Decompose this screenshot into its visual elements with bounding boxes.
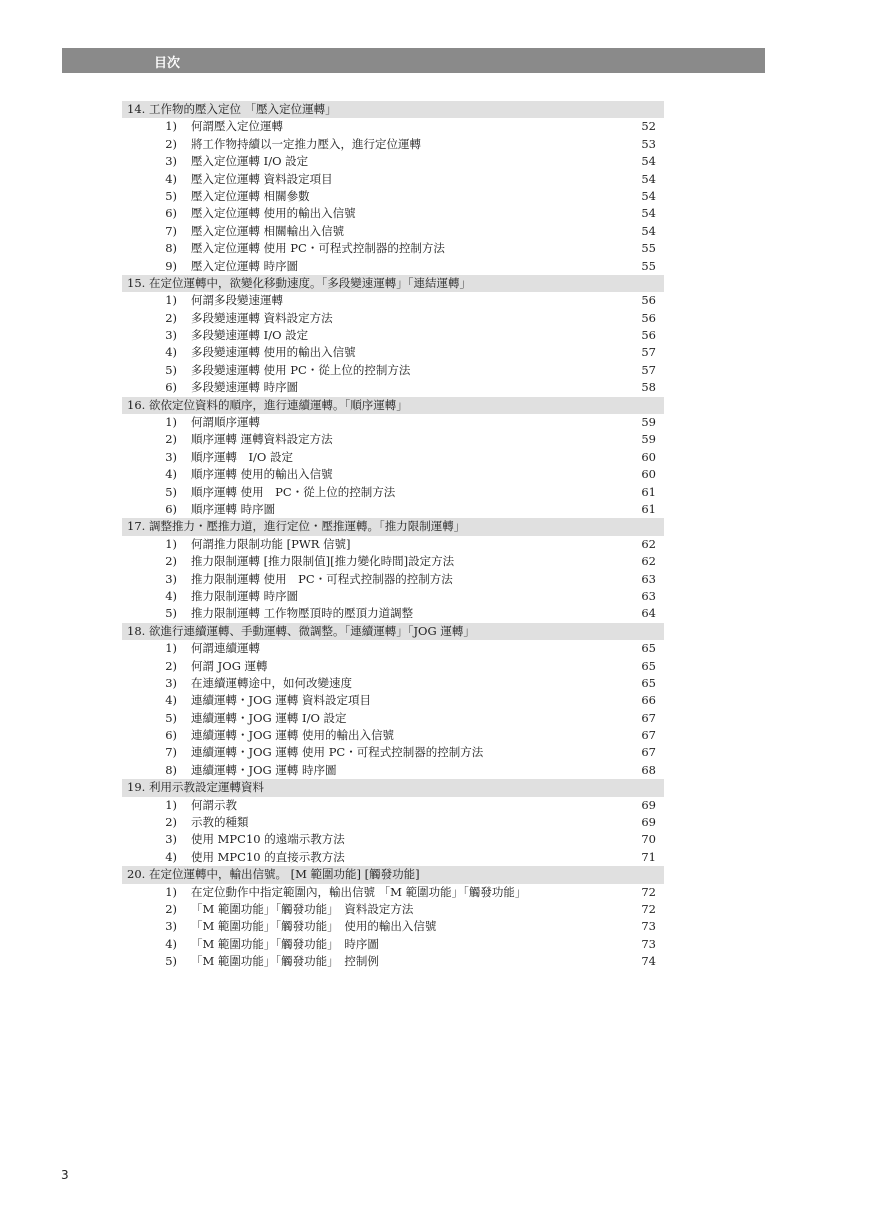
toc-entry-text: 何謂示教: [191, 797, 237, 812]
toc-entry-text: 多段變速運轉 使用 PC・從上位的控制方法: [191, 362, 411, 377]
toc-entry-page: 69: [641, 797, 656, 812]
toc-entry-number: 3): [165, 832, 177, 847]
toc-entry-number: 1): [165, 884, 177, 899]
toc-entry-page: 65: [641, 675, 656, 690]
toc-entry[interactable]: [122, 884, 664, 901]
toc-section-title[interactable]: 17. 調整推力・壓推力道，進行定位・壓推運轉。「推力限制運轉」: [122, 518, 664, 535]
toc-section-title[interactable]: 18. 欲進行連續運轉、手動運轉、微調整。「連續運轉」「JOG 運轉」: [122, 623, 664, 640]
toc-entry-page: 67: [641, 728, 656, 743]
toc-entry[interactable]: [122, 953, 664, 970]
toc-entry-text: 連續運轉・JOG 運轉 資料設定項目: [191, 693, 372, 708]
toc-entry-number: 1): [165, 415, 177, 430]
toc-entry-page: 71: [641, 849, 656, 864]
toc-entry[interactable]: [122, 344, 664, 361]
toc-entry-page: 57: [641, 345, 656, 360]
toc-section-title[interactable]: 14. 工作物的壓入定位 「壓入定位運轉」: [122, 101, 664, 118]
toc-entry-text: 使用 MPC10 的遠端示教方法: [191, 832, 345, 847]
toc-section-title[interactable]: 20. 在定位運轉中，輸出信號。 [M 範圍功能] [觸發功能]: [122, 866, 664, 883]
toc-entry-text: 壓入定位運轉 資料設定項目: [191, 171, 333, 186]
page-title: 目次: [154, 56, 181, 71]
toc-entry-number: 3): [165, 675, 177, 690]
page-number: 3: [61, 1168, 69, 1182]
toc-entry-number: 6): [165, 206, 177, 221]
toc-entry[interactable]: [122, 536, 664, 553]
toc-entry-page: 61: [641, 484, 656, 499]
toc-entry-text: 順序運轉 運轉資料設定方法: [191, 432, 333, 447]
toc-entry-page: 56: [641, 310, 656, 325]
toc-entry-text: 壓入定位運轉 相關參數: [191, 188, 310, 203]
toc-entry-text: 多段變速運轉 I/O 設定: [191, 328, 309, 343]
toc-entry-page: 56: [641, 293, 656, 308]
toc-entry-page: 73: [641, 936, 656, 951]
toc-entry[interactable]: [122, 118, 664, 135]
toc-entry-text: 壓入定位運轉 使用 PC・可程式控制器的控制方法: [191, 241, 445, 256]
toc-entry-number: 6): [165, 380, 177, 395]
toc-entry[interactable]: [122, 727, 664, 744]
toc-entry[interactable]: [122, 675, 664, 692]
toc-entry[interactable]: [122, 188, 664, 205]
toc-entry-text: 何謂 JOG 運轉: [191, 658, 268, 673]
toc-entry[interactable]: [122, 901, 664, 918]
toc-entry-number: 4): [165, 693, 177, 708]
toc-entry[interactable]: [122, 362, 664, 379]
toc-entry-text: 將工作物持續以一定推力壓入，進行定位運轉: [191, 136, 421, 151]
toc-entry-number: 1): [165, 119, 177, 134]
toc-entry[interactable]: [122, 258, 664, 275]
toc-entry-number: 4): [165, 171, 177, 186]
toc-entry-text: 推力限制運轉 時序圖: [191, 588, 299, 603]
toc-entry[interactable]: [122, 223, 664, 240]
toc-entry-number: 6): [165, 728, 177, 743]
toc-entry-page: 73: [641, 919, 656, 934]
toc-entry-number: 2): [165, 815, 177, 830]
toc-entry-page: 65: [641, 658, 656, 673]
toc-entry[interactable]: [122, 918, 664, 935]
toc-entry-text: 在連續運轉途中，如何改變速度: [191, 675, 352, 690]
toc-entry-text: 壓入定位運轉 使用的輸出入信號: [191, 206, 356, 221]
toc-entry-page: 55: [641, 241, 656, 256]
toc-entry-text: 多段變速運轉 使用的輸出入信號: [191, 345, 356, 360]
toc-entry-text: 多段變速運轉 資料設定方法: [191, 310, 333, 325]
toc-entry-page: 60: [641, 449, 656, 464]
toc-entry-text: 使用 MPC10 的直接示教方法: [191, 849, 345, 864]
toc-entry[interactable]: [122, 658, 664, 675]
toc-entry[interactable]: [122, 414, 664, 431]
toc-entry-text: 「M 範圍功能」「觸發功能」 資料設定方法: [191, 901, 414, 916]
toc-entry-page: 63: [641, 588, 656, 603]
toc-entry-number: 1): [165, 536, 177, 551]
toc-entry[interactable]: [122, 814, 664, 831]
toc-entry-number: 6): [165, 501, 177, 516]
toc-entry-page: 65: [641, 641, 656, 656]
toc-entry-number: 1): [165, 293, 177, 308]
toc-section-title[interactable]: 15. 在定位運轉中，欲變化移動速度。「多段變速運轉」「連結運轉」: [122, 275, 664, 292]
toc-entry-text: 何謂多段變速運轉: [191, 293, 283, 308]
toc-entry-number: 3): [165, 449, 177, 464]
toc-entry[interactable]: [122, 797, 664, 814]
toc-entry-number: 4): [165, 588, 177, 603]
toc-entry-text: 「M 範圍功能」「觸發功能」 使用的輸出入信號: [191, 919, 437, 934]
toc-entry-text: 壓入定位運轉 相關輸出入信號: [191, 223, 345, 238]
toc-entry-page: 70: [641, 832, 656, 847]
toc-entry-page: 67: [641, 710, 656, 725]
toc-entry[interactable]: [122, 136, 664, 153]
table-of-contents: [122, 101, 664, 971]
toc-entry-text: 在定位動作中指定範圍內，輸出信號 「M 範圍功能」「觸發功能」: [191, 884, 527, 899]
toc-entry[interactable]: [122, 831, 664, 848]
toc-entry-text: 壓入定位運轉 I/O 設定: [191, 154, 309, 169]
toc-section-title[interactable]: 19. 利用示教設定運轉資料: [122, 779, 664, 796]
toc-entry-number: 4): [165, 467, 177, 482]
toc-entry-text: 連續運轉・JOG 運轉 I/O 設定: [191, 710, 347, 725]
toc-entry-number: 4): [165, 936, 177, 951]
toc-entry-text: 何謂推力限制功能 [PWR 信號]: [191, 536, 351, 551]
toc-section-title[interactable]: 16. 欲依定位資料的順序，進行連續運轉。「順序運轉」: [122, 397, 664, 414]
toc-entry-text: 順序運轉 時序圖: [191, 501, 276, 516]
toc-entry[interactable]: [122, 153, 664, 170]
toc-entry-number: 3): [165, 571, 177, 586]
header-bar: [62, 48, 765, 73]
toc-entry[interactable]: [122, 744, 664, 761]
toc-entry-page: 54: [641, 154, 656, 169]
toc-entry-number: 1): [165, 797, 177, 812]
toc-entry-number: 8): [165, 241, 177, 256]
toc-entry[interactable]: [122, 501, 664, 518]
toc-entry-number: 9): [165, 258, 177, 273]
toc-entry-page: 52: [641, 119, 656, 134]
toc-entry-text: 連續運轉・JOG 運轉 使用的輸出入信號: [191, 728, 395, 743]
toc-entry[interactable]: [122, 692, 664, 709]
toc-entry[interactable]: [122, 484, 664, 501]
toc-entry[interactable]: [122, 205, 664, 222]
toc-entry-number: 5): [165, 484, 177, 499]
toc-entry-page: 67: [641, 745, 656, 760]
toc-entry-page: 66: [641, 693, 656, 708]
toc-entry-page: 58: [641, 380, 656, 395]
toc-entry-text: 「M 範圍功能」「觸發功能」 時序圖: [191, 936, 379, 951]
toc-entry-text: 推力限制運轉 [推力限制值][推力變化時間]設定方法: [191, 554, 455, 569]
toc-entry[interactable]: [122, 449, 664, 466]
toc-entry-number: 3): [165, 154, 177, 169]
toc-entry-number: 5): [165, 710, 177, 725]
toc-entry[interactable]: [122, 431, 664, 448]
toc-entry-number: 5): [165, 188, 177, 203]
toc-entry[interactable]: [122, 292, 664, 309]
toc-entry-text: 多段變速運轉 時序圖: [191, 380, 299, 395]
toc-entry-page: 69: [641, 815, 656, 830]
toc-entry[interactable]: [122, 327, 664, 344]
toc-entry[interactable]: [122, 849, 664, 866]
toc-entry-page: 68: [641, 762, 656, 777]
toc-entry-page: 54: [641, 223, 656, 238]
toc-entry-text: 推力限制運轉 使用 PC・可程式控制器的控制方法: [191, 571, 453, 586]
toc-entry-number: 5): [165, 606, 177, 621]
toc-entry-text: 何謂連續運轉: [191, 641, 260, 656]
toc-entry-number: 3): [165, 328, 177, 343]
toc-entry-page: 62: [641, 536, 656, 551]
toc-entry[interactable]: [122, 571, 664, 588]
toc-entry-page: 54: [641, 206, 656, 221]
toc-entry[interactable]: [122, 640, 664, 657]
toc-entry-text: 連續運轉・JOG 運轉 時序圖: [191, 762, 337, 777]
toc-entry-page: 62: [641, 554, 656, 569]
toc-entry-text: 順序運轉 I/O 設定: [191, 449, 293, 464]
toc-entry-page: 57: [641, 362, 656, 377]
toc-entry-page: 56: [641, 328, 656, 343]
toc-entry[interactable]: [122, 710, 664, 727]
toc-entry-text: 連續運轉・JOG 運轉 使用 PC・可程式控制器的控制方法: [191, 745, 484, 760]
toc-entry-page: 53: [641, 136, 656, 151]
toc-entry[interactable]: [122, 936, 664, 953]
toc-entry-page: 59: [641, 432, 656, 447]
toc-entry-page: 72: [641, 901, 656, 916]
toc-entry-number: 4): [165, 345, 177, 360]
toc-entry-page: 54: [641, 171, 656, 186]
toc-entry-text: 推力限制運轉 工作物壓頂時的壓頂力道調整: [191, 606, 414, 621]
toc-entry-number: 4): [165, 849, 177, 864]
toc-entry-text: 何謂順序運轉: [191, 415, 260, 430]
toc-entry-text: 壓入定位運轉 時序圖: [191, 258, 299, 273]
toc-entry-text: 示教的種類: [191, 815, 249, 830]
toc-entry-page: 60: [641, 467, 656, 482]
toc-entry-number: 7): [165, 745, 177, 760]
toc-entry-number: 5): [165, 362, 177, 377]
toc-entry-page: 74: [641, 954, 656, 969]
toc-entry-page: 55: [641, 258, 656, 273]
toc-entry[interactable]: [122, 762, 664, 779]
toc-entry[interactable]: [122, 171, 664, 188]
toc-entry[interactable]: [122, 379, 664, 396]
toc-entry-number: 2): [165, 432, 177, 447]
toc-entry-number: 2): [165, 554, 177, 569]
toc-entry[interactable]: [122, 588, 664, 605]
toc-entry-number: 1): [165, 641, 177, 656]
toc-entry[interactable]: [122, 553, 664, 570]
toc-entry-page: 59: [641, 415, 656, 430]
toc-entry-number: 5): [165, 954, 177, 969]
toc-entry-page: 63: [641, 571, 656, 586]
toc-entry-page: 61: [641, 501, 656, 516]
toc-entry-page: 64: [641, 606, 656, 621]
toc-entry-text: 順序運轉 使用 PC・從上位的控制方法: [191, 484, 396, 499]
toc-entry-page: 54: [641, 188, 656, 203]
toc-entry-number: 8): [165, 762, 177, 777]
toc-entry-number: 7): [165, 223, 177, 238]
toc-entry-number: 2): [165, 310, 177, 325]
toc-entry-text: 何謂壓入定位運轉: [191, 119, 283, 134]
toc-entry[interactable]: [122, 310, 664, 327]
toc-entry-number: 2): [165, 658, 177, 673]
toc-entry-number: 2): [165, 901, 177, 916]
toc-entry-number: 2): [165, 136, 177, 151]
toc-entry-text: 順序運轉 使用的輸出入信號: [191, 467, 333, 482]
toc-entry-number: 3): [165, 919, 177, 934]
toc-entry[interactable]: [122, 240, 664, 257]
toc-entry[interactable]: [122, 605, 664, 622]
toc-entry-page: 72: [641, 884, 656, 899]
toc-entry-text: 「M 範圍功能」「觸發功能」 控制例: [191, 954, 379, 969]
toc-entry[interactable]: [122, 466, 664, 483]
